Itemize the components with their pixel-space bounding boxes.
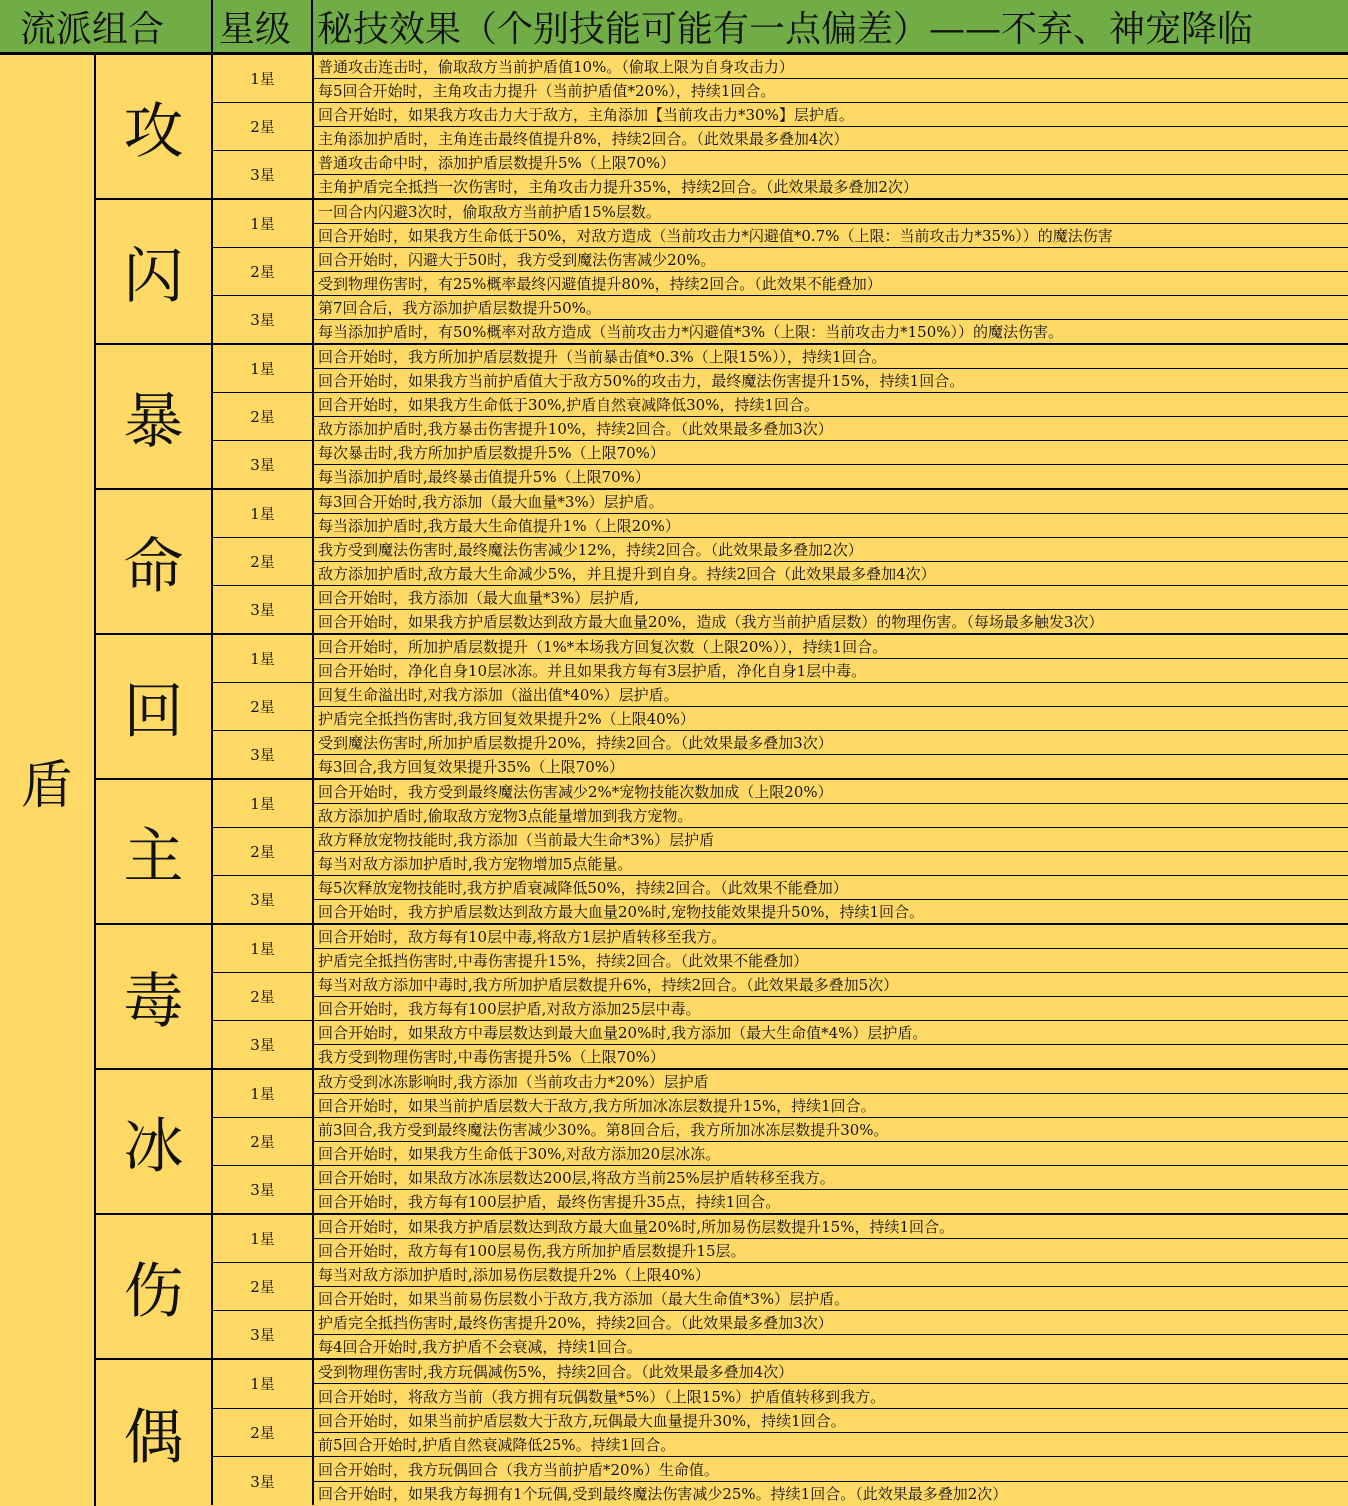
- effect-text: 每3回合,我方回复效果提升35%（上限70%）: [318, 758, 624, 776]
- star-list: [213, 1360, 1348, 1505]
- effect-lines: [314, 925, 1348, 972]
- effect-text: 前5回合开始时,护盾自然衰减降低25%。持续1回合。: [318, 1436, 676, 1455]
- group-row: [96, 1070, 1348, 1215]
- star-row: [213, 1118, 1348, 1166]
- star-label: 2星: [213, 538, 314, 585]
- effect-text: 回合开始时，如果我方生命低于30%,护盾自然衰减降低30%，持续1回合。: [314, 393, 1348, 417]
- star-label: 2星: [213, 1409, 314, 1457]
- effect-text: 回合开始时，将敌方当前（我方拥有玩偶数量*5%）（上限15%）护盾值转移到我方。: [318, 1387, 886, 1406]
- effect-text: 一回合内闪避3次时，偷取敌方当前护盾15%层数。: [314, 200, 1348, 224]
- effect-text: 回合开始时，如果我方当前护盾值大于敌方50%的攻击力，最终魔法伤害提升15%，持续1回合。: [318, 372, 965, 390]
- header-school-combo: 流派组合: [0, 0, 213, 52]
- star-row: [213, 1070, 1348, 1118]
- effect-text: 主角护盾完全抵挡一次伤害时，主角攻击力提升35%，持续2回合。（此效果最多叠加2次）: [318, 178, 918, 196]
- star-label: 3星: [213, 441, 314, 488]
- effect-lines: [314, 55, 1348, 102]
- effect-lines: [314, 586, 1348, 633]
- star-row: [213, 1409, 1348, 1458]
- effect-lines: [314, 345, 1348, 392]
- star-label: 3星: [213, 296, 314, 343]
- header-star-level: 星级: [213, 0, 313, 52]
- star-label: 1星: [213, 55, 314, 102]
- effect-text: 回合开始时，如果当前护盾层数大于敌方,玩偶最大血量提升30%，持续1回合。: [314, 1409, 1348, 1433]
- effect-lines: [314, 1215, 1348, 1262]
- star-label: 2星: [213, 103, 314, 150]
- star-label: 3星: [213, 1021, 314, 1068]
- effect-lines: [314, 828, 1348, 875]
- star-row: [213, 248, 1348, 296]
- star-row: [213, 151, 1348, 198]
- effect-lines: [314, 1070, 1348, 1117]
- group-name: 毒: [96, 925, 213, 1068]
- effect-text: 回合开始时，如果我方攻击力大于敌方，主角添加【当前攻击力*30%】层护盾。: [314, 103, 1348, 127]
- star-label: 2星: [213, 973, 314, 1020]
- star-label: 1星: [213, 635, 314, 682]
- group-row: [96, 55, 1348, 200]
- effect-text: 回合开始时，我方玩偶回合（我方当前护盾*20%）生命值。: [314, 1457, 1348, 1481]
- star-row: [213, 200, 1348, 248]
- effect-text: 每当添加护盾时,最终暴击值提升5%（上限70%）: [318, 468, 650, 486]
- star-list: [213, 490, 1348, 633]
- star-row: [213, 1021, 1348, 1068]
- effect-text: 回合开始时，闪避大于50时，我方受到魔法伤害减少20%。: [314, 248, 1348, 272]
- group-row: [96, 490, 1348, 635]
- effect-lines: [314, 103, 1348, 150]
- effect-lines: [314, 1166, 1348, 1213]
- star-row: [213, 586, 1348, 633]
- effect-text: 敌方释放宠物技能时,我方添加（当前最大生命*3%）层护盾: [314, 828, 1348, 852]
- star-row: [213, 973, 1348, 1021]
- star-label: 1星: [213, 925, 314, 972]
- group-row: [96, 345, 1348, 490]
- group-name: 命: [96, 490, 213, 633]
- star-list: [213, 780, 1348, 923]
- star-list: [213, 1215, 1348, 1358]
- star-label: 1星: [213, 345, 314, 392]
- effect-text: 每次暴击时,我方所加护盾层数提升5%（上限70%）: [314, 441, 1348, 465]
- group-name: 攻: [96, 55, 213, 198]
- header-skill-effect: 秘技效果（个别技能可能有一点偏差）——不弃、神宠降临: [317, 8, 1254, 50]
- effect-text: 回合开始时，我方护盾层数达到敌方最大血量20%时,宠物技能效果提升50%，持续1回合。: [318, 903, 924, 921]
- star-row: [213, 55, 1348, 103]
- effect-text: 回合开始时，如果我方护盾层数达到敌方最大血量20%，造成（我方当前护盾层数）的物理伤害。（每场最多触发3次）: [318, 613, 1104, 631]
- effect-text: 受到物理伤害时,我方玩偶减伤5%，持续2回合。（此效果最多叠加4次）: [314, 1360, 1348, 1384]
- star-label: 2星: [213, 1118, 314, 1165]
- effect-text: 每当对敌方添加护盾时,我方宠物增加5点能量。: [318, 855, 633, 873]
- star-label: 3星: [213, 1311, 314, 1358]
- effect-lines: [314, 780, 1348, 827]
- effect-text: 回合开始时，我方添加（最大血量*3%）层护盾,: [314, 586, 1348, 610]
- star-list: [213, 1070, 1348, 1213]
- effect-text: 回合开始时，如果我方每拥有1个玩偶,受到最终魔法伤害减少25%。持续1回合。（此效果最多叠加2次）: [318, 1484, 1008, 1503]
- star-label: 3星: [213, 1166, 314, 1213]
- effect-text: 回合开始时，我方每有100层护盾，最终伤害提升35点，持续1回合。: [318, 1193, 781, 1211]
- star-row: [213, 1360, 1348, 1409]
- star-row: [213, 780, 1348, 828]
- star-label: 2星: [213, 1263, 314, 1310]
- effect-lines: [314, 393, 1348, 440]
- effect-text: 回合开始时，我方每有100层护盾,对敌方添加25层中毒。: [318, 1000, 701, 1018]
- star-label: 1星: [213, 490, 314, 537]
- effect-text: 普通攻击连击时，偷取敌方当前护盾值10%。（偷取上限为自身攻击力）: [314, 55, 1348, 79]
- star-row: [213, 296, 1348, 343]
- group-row: [96, 1215, 1348, 1360]
- effect-lines: [314, 538, 1348, 585]
- effect-text: 回合开始时，如果当前护盾层数大于敌方,我方所加冰冻层数提升15%，持续1回合。: [318, 1097, 876, 1115]
- effect-lines: [314, 1360, 1348, 1408]
- star-row: [213, 103, 1348, 151]
- effect-text: 受到魔法伤害时,所加护盾层数提升20%，持续2回合。（此效果最多叠加3次）: [314, 731, 1348, 755]
- group-name: 闪: [96, 200, 213, 343]
- effect-text: 回合开始时，如果敌方中毒层数达到最大血量20%时,我方添加（最大生命值*4%）层护盾。: [314, 1021, 1348, 1045]
- star-list: [213, 200, 1348, 343]
- star-row: [213, 538, 1348, 586]
- star-row: [213, 1166, 1348, 1213]
- effect-text: 每5回合开始时，主角攻击力提升（当前护盾值*20%），持续1回合。: [318, 82, 776, 100]
- effect-text: 每当对敌方添加中毒时,我方所加护盾层数提升6%，持续2回合。（此效果最多叠加5次）: [314, 973, 1348, 997]
- effect-text: 回合开始时，我方所加护盾层数提升（当前暴击值*0.3%（上限15%）），持续1回合。: [314, 345, 1348, 369]
- star-label: 1星: [213, 1360, 314, 1408]
- star-label: 3星: [213, 586, 314, 633]
- effect-lines: [314, 490, 1348, 537]
- group-row: [96, 635, 1348, 780]
- star-row: [213, 876, 1348, 923]
- effect-text: 每当添加护盾时，有50%概率对敌方造成（当前攻击力*闪避值*3%（上限：当前攻击力*150%））的魔法伤害。: [318, 323, 1064, 341]
- effect-lines: [314, 1021, 1348, 1068]
- effect-text: 主角添加护盾时，主角连击最终值提升8%，持续2回合。（此效果最多叠加4次）: [318, 130, 849, 148]
- star-label: 1星: [213, 1070, 314, 1117]
- star-label: 2星: [213, 828, 314, 875]
- table-header: [0, 0, 1348, 55]
- effect-lines: [314, 1263, 1348, 1310]
- effect-text: 每4回合开始时,我方护盾不会衰减，持续1回合。: [318, 1338, 642, 1356]
- effect-text: 回合开始时，净化自身10层冰冻。并且如果我方每有3层护盾，净化自身1层中毒。: [318, 662, 867, 680]
- group-list: [96, 55, 1348, 1506]
- group-row: [96, 1360, 1348, 1505]
- star-row: [213, 1457, 1348, 1505]
- effect-text: 受到物理伤害时，有25%概率最终闪避值提升80%，持续2回合。（此效果不能叠加）: [318, 275, 882, 293]
- effect-lines: [314, 1409, 1348, 1457]
- effect-lines: [314, 1457, 1348, 1505]
- group-name: 暴: [96, 345, 213, 488]
- star-row: [213, 1263, 1348, 1311]
- effect-text: 回合开始时，敌方每有10层中毒,将敌方1层护盾转移至我方。: [314, 925, 1348, 949]
- star-label: 2星: [213, 393, 314, 440]
- skill-table: [0, 55, 1348, 1506]
- effect-lines: [314, 1118, 1348, 1165]
- effect-lines: [314, 200, 1348, 247]
- effect-text: 每5次释放宠物技能时,我方护盾衰减降低50%，持续2回合。（此效果不能叠加）: [314, 876, 1348, 900]
- effect-text: 每当添加护盾时,我方最大生命值提升1%（上限20%）: [318, 517, 680, 535]
- school-cell: 盾: [0, 55, 96, 1506]
- effect-lines: [314, 248, 1348, 295]
- effect-text: 每3回合开始时,我方添加（最大血量*3%）层护盾。: [314, 490, 1348, 514]
- star-list: [213, 925, 1348, 1068]
- effect-text: 敌方添加护盾时,我方暴击伤害提升10%，持续2回合。（此效果最多叠加3次）: [318, 420, 833, 438]
- effect-text: 回合开始时，我方受到最终魔法伤害减少2%*宠物技能次数加成（上限20%）: [314, 780, 1348, 804]
- effect-text: 回合开始时，如果当前易伤层数小于敌方,我方添加（最大生命值*3%）层护盾。: [318, 1290, 850, 1308]
- effect-lines: [314, 441, 1348, 488]
- effect-text: 每当对敌方添加护盾时,添加易伤层数提升2%（上限40%）: [314, 1263, 1348, 1287]
- star-row: [213, 925, 1348, 973]
- effect-lines: [314, 296, 1348, 343]
- star-row: [213, 1311, 1348, 1358]
- star-label: 2星: [213, 683, 314, 730]
- star-row: [213, 441, 1348, 488]
- star-list: [213, 635, 1348, 778]
- star-row: [213, 635, 1348, 683]
- effect-text: 我方受到物理伤害时,中毒伤害提升5%（上限70%）: [318, 1048, 665, 1066]
- group-name: 伤: [96, 1215, 213, 1358]
- star-list: [213, 345, 1348, 488]
- star-row: [213, 1215, 1348, 1263]
- star-row: [213, 828, 1348, 876]
- star-label: 3星: [213, 1457, 314, 1505]
- star-label: 3星: [213, 151, 314, 198]
- effect-text: 回合开始时，如果我方生命低于50%，对敌方造成（当前攻击力*闪避值*0.7%（上限：当前攻击力*35%））的魔法伤害: [318, 227, 1113, 245]
- star-label: 1星: [213, 1215, 314, 1262]
- group-name: 冰: [96, 1070, 213, 1213]
- group-name: 回: [96, 635, 213, 778]
- group-row: [96, 200, 1348, 345]
- star-label: 1星: [213, 780, 314, 827]
- effect-lines: [314, 1311, 1348, 1358]
- effect-text: 第7回合后，我方添加护盾层数提升50%。: [314, 296, 1348, 320]
- group-name: 偶: [96, 1360, 213, 1505]
- effect-lines: [314, 683, 1348, 730]
- star-label: 1星: [213, 200, 314, 247]
- effect-text: 护盾完全抵挡伤害时,我方回复效果提升2%（上限40%）: [318, 710, 695, 728]
- star-label: 2星: [213, 248, 314, 295]
- effect-lines: [314, 635, 1348, 682]
- effect-text: 敌方受到冰冻影响时,我方添加（当前攻击力*20%）层护盾: [314, 1070, 1348, 1094]
- effect-text: 敌方添加护盾时,偷取敌方宠物3点能量增加到我方宠物。: [318, 807, 693, 825]
- effect-text: 回合开始时，如果敌方冰冻层数达200层,将敌方当前25%层护盾转移至我方。: [314, 1166, 1348, 1190]
- group-row: [96, 780, 1348, 925]
- effect-text: 护盾完全抵挡伤害时,中毒伤害提升15%，持续2回合。（此效果不能叠加）: [318, 952, 809, 970]
- effect-text: 普通攻击命中时，添加护盾层数提升5%（上限70%）: [314, 151, 1348, 175]
- star-row: [213, 393, 1348, 441]
- star-row: [213, 490, 1348, 538]
- group-row: [96, 925, 1348, 1070]
- effect-lines: [314, 151, 1348, 198]
- effect-lines: [314, 731, 1348, 778]
- group-name: 主: [96, 780, 213, 923]
- star-row: [213, 345, 1348, 393]
- effect-text: 前3回合,我方受到最终魔法伤害减少30%。第8回合后，我方所加冰冻层数提升30%。: [314, 1118, 1348, 1142]
- star-label: 3星: [213, 731, 314, 778]
- effect-lines: [314, 973, 1348, 1020]
- star-row: [213, 731, 1348, 778]
- effect-text: 敌方添加护盾时,敌方最大生命减少5%，并且提升到自身。持续2回合（此效果最多叠加4次）: [318, 565, 936, 583]
- effect-text: 回合开始时，所加护盾层数提升（1%*本场我方回复次数（上限20%）），持续1回合。: [314, 635, 1348, 659]
- effect-lines: [314, 876, 1348, 923]
- effect-text: 回合开始时，敌方每有100层易伤,我方所加护盾层数提升15层。: [318, 1242, 746, 1260]
- effect-text: 回合开始时，如果我方护盾层数达到敌方最大血量20%时,所加易伤层数提升15%，持续1回合。: [314, 1215, 1348, 1239]
- effect-text: 回合开始时，如果我方生命低于30%,对敌方添加20层冰冻。: [318, 1145, 721, 1163]
- effect-text: 回复生命溢出时,对我方添加（溢出值*40%）层护盾。: [314, 683, 1348, 707]
- star-list: [213, 55, 1348, 198]
- effect-text: 护盾完全抵挡伤害时,最终伤害提升20%，持续2回合。（此效果最多叠加3次）: [314, 1311, 1348, 1335]
- star-row: [213, 683, 1348, 731]
- effect-text: 我方受到魔法伤害时,最终魔法伤害减少12%，持续2回合。（此效果最多叠加2次）: [314, 538, 1348, 562]
- star-label: 3星: [213, 876, 314, 923]
